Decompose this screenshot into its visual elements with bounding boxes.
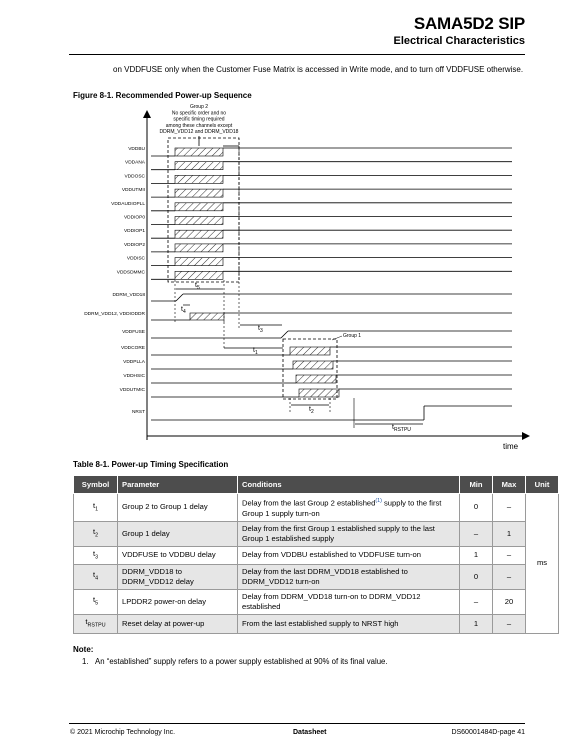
signal-transition-hatch xyxy=(175,162,223,170)
note-title: Note: xyxy=(73,645,94,654)
t1-label: $t_1$ xyxy=(253,347,258,356)
signal-transition-hatch xyxy=(175,203,223,211)
header-symbol: Symbol xyxy=(74,476,118,494)
group2-note-line: DDRM_VDD12 and DDRM_VDD18 xyxy=(159,129,239,136)
group2-note-line: among these channels except xyxy=(165,122,233,129)
conditions-cell: Delay from DDRM_VDD18 turn-on to DDRM_VDD12 established xyxy=(238,590,460,615)
parameter-cell: Group 1 delay xyxy=(118,521,238,546)
signal-transition-hatch xyxy=(293,361,333,369)
conditions-cell: From the last established supply to NRST high xyxy=(238,615,460,634)
conditions-cell: Delay from the first Group 1 established supply to the last Group 1 established supply xyxy=(238,521,460,546)
max-cell: 20 xyxy=(493,590,526,615)
max-cell: – xyxy=(493,565,526,590)
ddr18-ramp xyxy=(176,294,183,301)
signal-label: VDDAUDIOPLL xyxy=(111,201,145,207)
symbol-cell: $t_5$ xyxy=(74,590,118,615)
signal-transition-hatch xyxy=(175,189,223,197)
time-axis-label: time xyxy=(503,442,519,451)
group2-note-line: specific timing required xyxy=(173,116,225,123)
table-row xyxy=(74,494,559,522)
signal-transition-hatch xyxy=(175,271,223,279)
t3-label: $t_3$ xyxy=(258,325,263,334)
parameter-cell: Reset delay at power-up xyxy=(118,615,238,634)
signal-label: VDDCORE xyxy=(121,346,145,351)
trstpu-label: $t_{RSTPU}$ xyxy=(392,424,411,433)
power-up-timing-table xyxy=(73,475,559,634)
signal-label: VDDANA xyxy=(125,160,145,166)
signal-label: VDDBU xyxy=(128,147,145,152)
signal-label: VDDFUSE xyxy=(122,330,145,335)
parameter-cell: Group 2 to Group 1 delay xyxy=(118,494,238,522)
signal-label: VDDOSC xyxy=(124,174,145,180)
table-row xyxy=(74,546,559,565)
symbol-cell: $t_2$ xyxy=(74,521,118,546)
signal-label: DDRM_VDD18 xyxy=(112,293,145,298)
table-row xyxy=(74,565,559,590)
symbol-cell: $t_4$ xyxy=(74,565,118,590)
symbol-cell: $t_3$ xyxy=(74,546,118,565)
t4-label: $t_4$ xyxy=(181,306,186,315)
document-title: SAMA5D2 SIP xyxy=(413,14,525,33)
signal-label: VDDIOP1 xyxy=(123,229,145,235)
parameter-cell: LPDDR2 power-on delay xyxy=(118,590,238,615)
table-header-row xyxy=(74,476,559,494)
group1-label: Group 1 xyxy=(343,333,362,339)
signal-label: DDRM_VDD12, VDDIODDR xyxy=(84,312,145,317)
vddfuse-ramp xyxy=(281,331,288,338)
signal-label: NRST xyxy=(131,410,145,415)
min-cell: 0 xyxy=(460,565,493,590)
parameter-cell: DDRM_VDD18 to DDRM_VDD12 delay xyxy=(118,565,238,590)
group2-note-line: No specific order and no xyxy=(171,110,227,117)
signal-label: VDDIOP2 xyxy=(123,242,145,248)
signal-label: VDDPLLA xyxy=(123,360,145,365)
signal-transition-hatch xyxy=(299,389,339,397)
t2-label: $t_2$ xyxy=(309,406,314,415)
min-cell: – xyxy=(460,521,493,546)
ddr12-transition-hatch xyxy=(190,313,224,320)
signal-transition-hatch xyxy=(175,258,223,266)
t5-label: $t_5$ xyxy=(195,282,200,291)
group2-note-line: Group 2 xyxy=(189,104,209,110)
signal-label: VDDHSIC xyxy=(123,374,145,379)
note-item: 1. An “established” supply refers to a power supply established at 90% of its final value. xyxy=(82,657,388,666)
header-parameter: Parameter xyxy=(118,476,238,494)
header-max: Max xyxy=(493,476,526,494)
signal-transition-hatch xyxy=(175,148,223,156)
footer-copyright: © 2021 Microchip Technology Inc. xyxy=(70,729,176,736)
group1-label-pointer xyxy=(332,336,342,340)
table-row xyxy=(74,615,559,634)
max-cell: 1 xyxy=(493,521,526,546)
header-unit: Unit xyxy=(526,476,559,494)
signal-transition-hatch xyxy=(296,375,336,383)
min-cell: 0 xyxy=(460,494,493,522)
signal-transition-hatch xyxy=(175,244,223,252)
footer-page-number: DS60001484D-page 41 xyxy=(451,729,525,736)
footer-doc-type: Datasheet xyxy=(293,729,327,736)
table-row xyxy=(74,521,559,546)
footer-divider xyxy=(69,723,525,724)
max-cell: – xyxy=(493,494,526,522)
header-min: Min xyxy=(460,476,493,494)
min-cell: – xyxy=(460,590,493,615)
table-row xyxy=(74,590,559,615)
table-caption: Table 8-1. Power-up Timing Specification xyxy=(73,460,229,469)
conditions-cell: Delay from VDDBU established to VDDFUSE turn-on xyxy=(238,546,460,565)
unit-cell: ms xyxy=(526,494,559,634)
signal-label: VDDUTMIC xyxy=(119,388,145,393)
time-axis-arrow xyxy=(522,432,530,440)
signal-transition-hatch xyxy=(175,230,223,238)
signal-label: VDDIOP0 xyxy=(123,215,145,221)
signal-label: VDDUTMII xyxy=(121,188,145,194)
vertical-axis-arrow xyxy=(143,110,151,118)
signal-transition-hatch xyxy=(290,347,330,355)
signal-label: VDDSDMMC xyxy=(116,270,145,276)
signal-label: VDDISC xyxy=(126,256,145,262)
footnote-link[interactable]: (1) xyxy=(375,498,382,504)
conditions-cell: Delay from the last Group 2 established$^{(1)}$ supply to the first Group 1 supply turn-on xyxy=(238,494,460,522)
max-cell: – xyxy=(493,615,526,634)
min-cell: 1 xyxy=(460,546,493,565)
min-cell: 1 xyxy=(460,615,493,634)
conditions-cell: Delay from the last DDRM_VDD18 established to DDRM_VDD12 turn-on xyxy=(238,565,460,590)
header-conditions: Conditions xyxy=(238,476,460,494)
symbol-cell: $t_1$ xyxy=(74,494,118,522)
symbol-cell: $t_{RSTPU}$ xyxy=(74,615,118,634)
max-cell: – xyxy=(493,546,526,565)
figure-caption: Figure 8-1. Recommended Power-up Sequence xyxy=(73,91,252,100)
intro-paragraph: on VDDFUSE only when the Customer Fuse Matrix is accessed in Write mode, and to turn off VDDFUSE otherwise. xyxy=(113,65,524,74)
signal-transition-hatch xyxy=(175,175,223,183)
signal-transition-hatch xyxy=(175,217,223,225)
parameter-cell: VDDFUSE to VDDBU delay xyxy=(118,546,238,565)
section-title: Electrical Characteristics xyxy=(393,35,525,47)
